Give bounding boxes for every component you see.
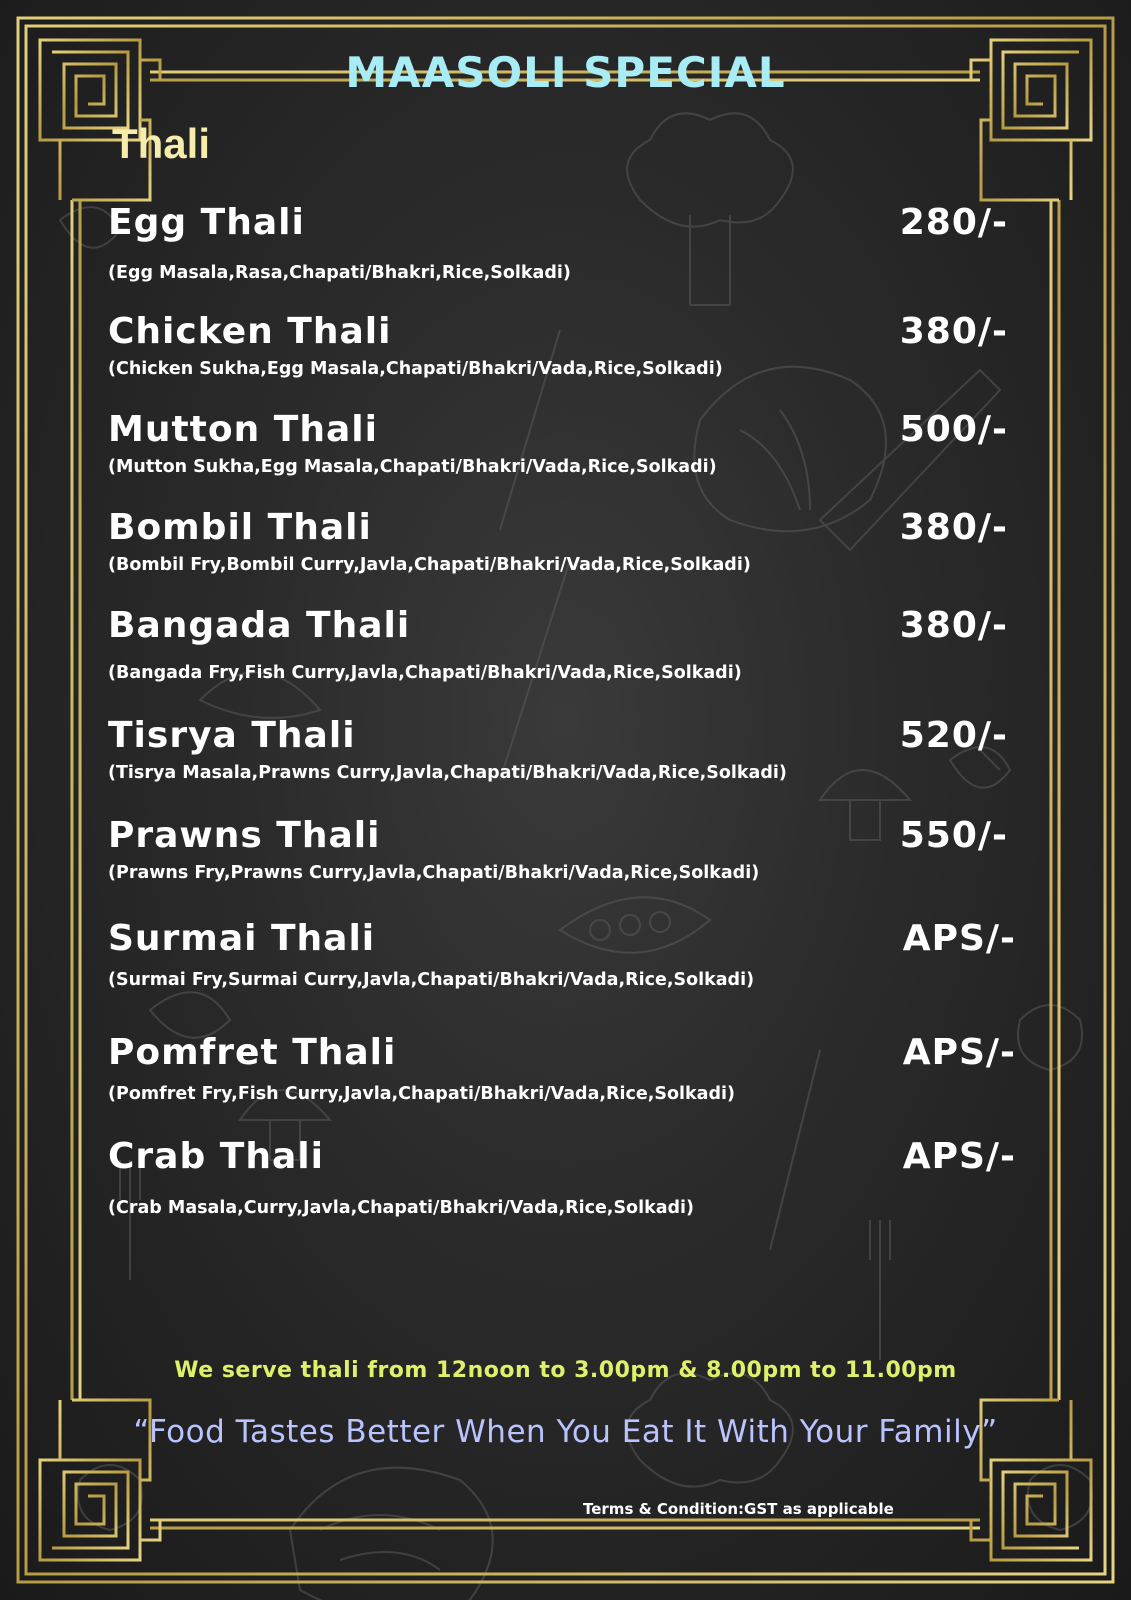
item-name: Tisrya Thali [108, 715, 356, 756]
item-name: Bombil Thali [108, 507, 372, 548]
item-name: Pomfret Thali [108, 1032, 397, 1073]
item-name: Chicken Thali [108, 311, 392, 352]
item-name: Egg Thali [108, 202, 305, 243]
item-price: 550/- [899, 815, 1008, 856]
item-description: (Pomfret Fry,Fish Curry,Javla,Chapati/Bhakri/Vada,Rice,Solkadi) [108, 1084, 735, 1104]
item-description: (Egg Masala,Rasa,Chapati/Bhakri,Rice,Solkadi) [108, 263, 571, 283]
item-name: Bangada Thali [108, 605, 411, 646]
item-description: (Mutton Sukha,Egg Masala,Chapati/Bhakri/Vada,Rice,Solkadi) [108, 457, 717, 477]
item-description: (Prawns Fry,Prawns Curry,Javla,Chapati/Bhakri/Vada,Rice,Solkadi) [108, 863, 760, 883]
item-price: 380/- [899, 605, 1008, 646]
item-price: APS/- [902, 1032, 1016, 1073]
item-name: Prawns Thali [108, 815, 381, 856]
item-price: 280/- [899, 202, 1008, 243]
item-price: 500/- [899, 409, 1008, 450]
menu-title: MAASOLI SPECIAL [345, 48, 786, 97]
item-description: (Tisrya Masala,Prawns Curry,Javla,Chapati/Bhakri/Vada,Rice,Solkadi) [108, 763, 787, 783]
item-description: (Chicken Sukha,Egg Masala,Chapati/Bhakri/Vada,Rice,Solkadi) [108, 359, 723, 379]
section-title: Thali [112, 120, 211, 167]
item-price: APS/- [902, 918, 1016, 959]
item-name: Crab Thali [108, 1136, 324, 1177]
item-price: 380/- [899, 507, 1008, 548]
item-description: (Crab Masala,Curry,Javla,Chapati/Bhakri/Vada,Rice,Solkadi) [108, 1198, 695, 1218]
item-price: 520/- [899, 715, 1008, 756]
terms-note: Terms & Condition:GST as applicable [583, 1500, 894, 1518]
serving-hours: We serve thali from 12noon to 3.00pm & 8.00pm to 11.00pm [174, 1358, 957, 1383]
item-description: (Bangada Fry,Fish Curry,Javla,Chapati/Bhakri/Vada,Rice,Solkadi) [108, 663, 742, 683]
item-name: Mutton Thali [108, 409, 378, 450]
item-name: Surmai Thali [108, 918, 376, 959]
item-description: (Surmai Fry,Surmai Curry,Javla,Chapati/Bhakri/Vada,Rice,Solkadi) [108, 970, 755, 990]
item-description: (Bombil Fry,Bombil Curry,Javla,Chapati/Bhakri/Vada,Rice,Solkadi) [108, 555, 751, 575]
item-price: APS/- [902, 1136, 1016, 1177]
item-price: 380/- [899, 311, 1008, 352]
family-quote: “Food Tastes Better When You Eat It With Your Family” [133, 1414, 998, 1450]
